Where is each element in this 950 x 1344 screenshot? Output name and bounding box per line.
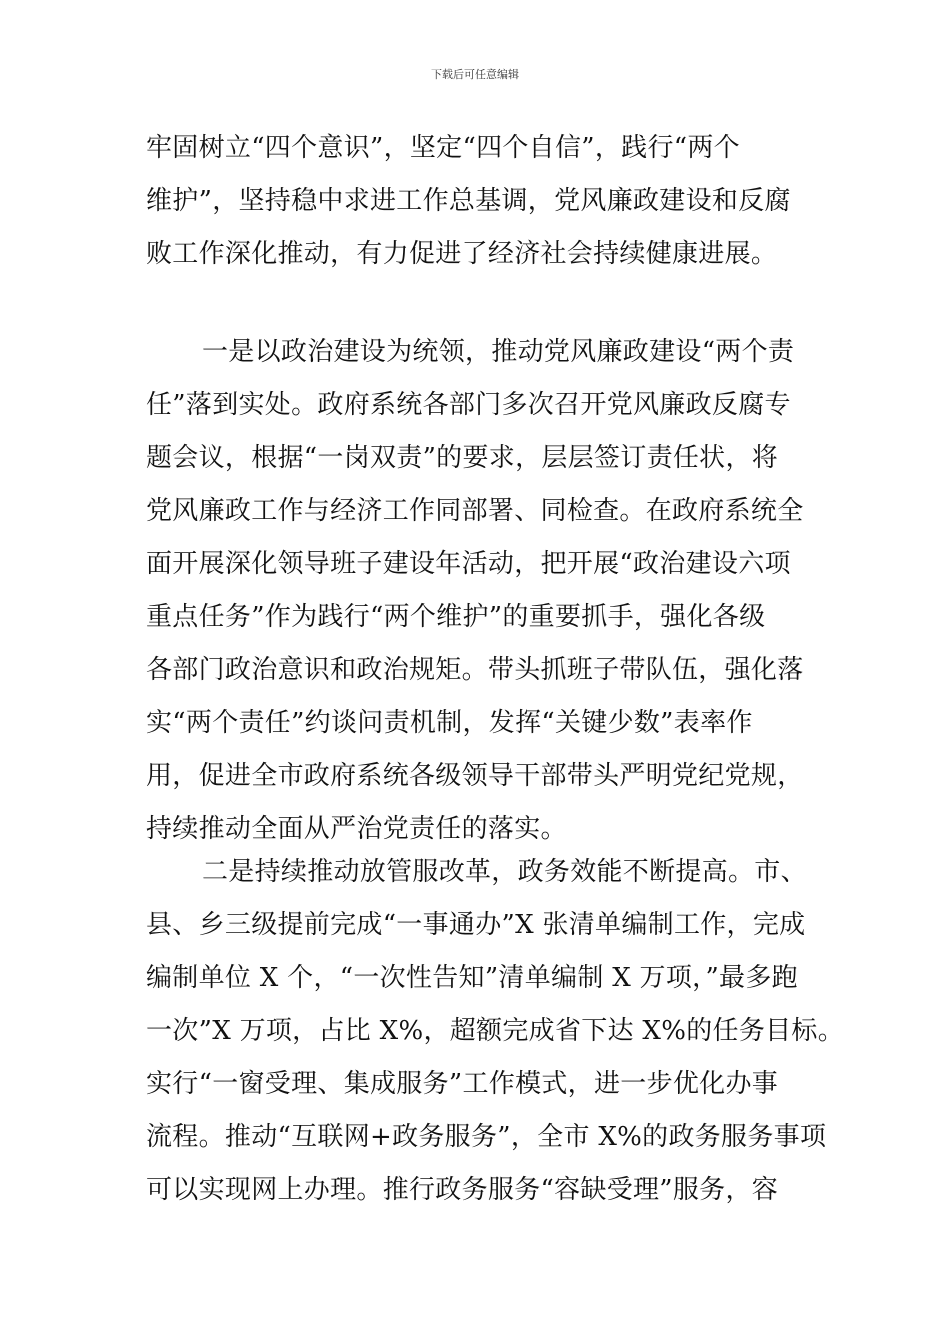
page-header: 下载后可任意编辑 xyxy=(431,68,519,81)
paragraph-1 xyxy=(146,122,808,281)
text-line: 党风廉政工作与经济工作同部署、同检查。在政府系统全 xyxy=(146,496,804,526)
text-line: 一是以政治建设为统领，推动党风廉政建设“两个责 xyxy=(202,337,795,367)
text-line: 一次”X 万项，占比 X%，超额完成省下达 X%的任务目标。 xyxy=(146,1016,845,1046)
text-line: 用，促进全市政府系统各级领导干部带头严明党纪党规， xyxy=(146,761,804,791)
text-line: 实行“一窗受理、集成服务”工作模式，进一步优化办事 xyxy=(146,1069,779,1099)
paragraph-3 xyxy=(146,846,845,1217)
text-line: 县、乡三级提前完成“一事通办”X 张清单编制工作，完成 xyxy=(146,910,806,940)
text-line: 维护”，坚持稳中求进工作总基调，党风廉政建设和反腐 xyxy=(146,186,791,216)
text-line: 重点任务”作为践行“两个维护”的重要抓手，强化各级 xyxy=(146,602,766,632)
text-line: 各部门政治意识和政治规矩。带头抓班子带队伍，强化落 xyxy=(146,655,804,685)
text-line: 任”落到实处。政府系统各部门多次召开党风廉政反腐专 xyxy=(146,390,791,420)
text-line: 题会议，根据“一岗双责”的要求，层层签订责任状，将 xyxy=(146,443,779,473)
text-line: 牢固树立“四个意识”，坚定“四个自信”，践行“两个 xyxy=(146,133,740,163)
paragraph-2 xyxy=(146,326,808,856)
text-line: 实“两个责任”约谈问责机制，发挥“关键少数”表率作 xyxy=(146,708,753,738)
text-line: 流程。推动“互联网+政务服务”，全市 X%的政务服务事项 xyxy=(146,1122,827,1152)
text-line: 败工作深化推动，有力促进了经济社会持续健康进展。 xyxy=(146,239,778,269)
text-line: 面开展深化领导班子建设年活动，把开展“政治建设六项 xyxy=(146,549,791,579)
text-line: 可以实现网上办理。推行政务服务“容缺受理”服务，容 xyxy=(146,1175,779,1205)
text-line: 编制单位 X 个，“一次性告知”清单编制 X 万项，”最多跑 xyxy=(146,963,798,993)
text-line: 持续推动全面从严治党责任的落实。 xyxy=(146,814,567,844)
text-line: 二是持续推动放管服改革，政务效能不断提高。市、 xyxy=(202,857,807,887)
